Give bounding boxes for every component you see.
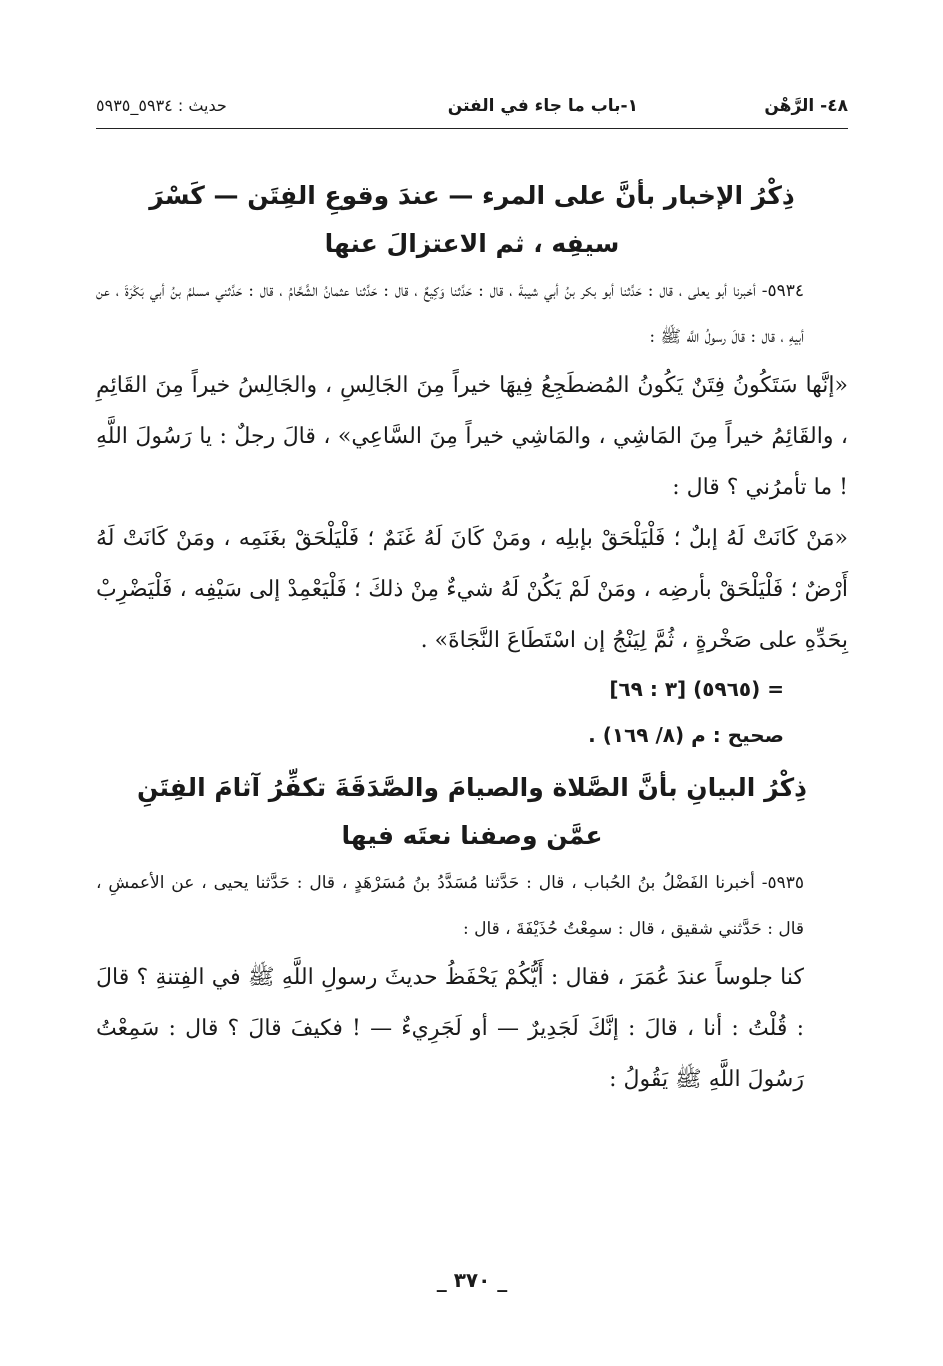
header-divider [96, 128, 848, 129]
hadith-5935-matn-1: كنا جلوساً عندَ عُمَرَ ، فقال : أَيُّكُمْ يَحْفَظُ حديثَ رسولِ اللَّهِ ﷺ في الفِتنةِ ؟ قالَ : قُلْتُ : أنا ، قالَ : إنَّكَ لَجَدِيرٌ — أو لَجَرِيءٌ — ! فكيفَ قالَ ؟ قال : سَمِعْتُ رَسُولَ اللَّهِ ﷺ يَقُولُ : [96, 965, 804, 1092]
section-1-title-line2: سيفِه ، ثم الاعتزالَ عنها [324, 229, 620, 258]
hadith-5934-matn-1: «إنَّها سَتَكُونُ فِتَنٌ يَكُونُ المُضطَجِعُ فِيهَا خيراً مِنَ الجَالِسِ ، والجَالِسُ خيراً مِنَ القَائِمِ ، والقَائِمُ خيراً مِنَ المَاشِي ، والمَاشِي خيراً مِنَ السَّاعِي» ، قالَ رجلٌ : يا رَسُولَ اللَّهِ ! ما تأمرُني ؟ قال : [96, 373, 848, 500]
book-page [96, 80, 848, 1320]
section-2-title-line2: عمَّن وصفنا نعتَه فيها [341, 821, 603, 850]
header-hadith-range: حديث : ٥٩٣٤_٥٩٣٥ [96, 96, 227, 115]
hadith-5935-isnad: ٥٩٣٥- أخبرنا الفَضْلُ بنُ الحُباب ، قال : حَدَّثنا مُسَدَّدُ بنُ مُسَرْهَدٍ ، قال : حَدَّثنا يحيى ، عن الأعمشِ ، قال : حَدَّثني شقيق ، قال : سمِعْتُ حُذَيْفَةَ ، قال : [96, 873, 804, 939]
hadith-5934-reference: = (٥٩٦٥) [٣ : ٦٩] [609, 677, 784, 701]
header-chapter-section: ١-باب ما جاء في الفتن [447, 96, 638, 116]
hadith-5934-matn-2: «مَنْ كَانَتْ لَهُ إبلٌ ؛ فَلْيَلْحَقْ بإبلِه ، ومَنْ كَانَ لَهُ غَنَمٌ ؛ فَلْيَلْحَقْ بغَنَمِه ، ومَنْ كَانَتْ لَهُ أَرْضٌ ؛ فَلْيَلْحَقْ بأرضِه ، ومَنْ لَمْ يَكُنْ لَهُ شيءٌ مِنْ ذلكَ ؛ فَلْيَعْمِدْ إلى سَيْفِه ، فَلْيَضْرِبْ بِحَدِّهِ على صَخْرةٍ ، ثُمَّ لِيَنْجُ إن اسْتَطَاعَ النَّجَاةَ» . [96, 526, 848, 653]
hadith-5934-isnad: ٥٩٣٤- أخبرنا أبو يعلى ، قال : حَدَّثنا أبو بكر بنُ أبي شيبةَ ، قال : حَدَّثنا وَكِيعٌ ، قال : حَدَّثنا عثمانُ الشَّحَّامُ ، قال : حَدَّثني مسلمُ بنُ أبي بَكْرَةَ ، عن أبيهِ ، قال : قالَ رسولُ اللَّه ﷺ : [96, 281, 804, 347]
section-2 [96, 764, 848, 1105]
page-content [96, 172, 848, 1105]
page-number: _ ٣٧٠ _ [436, 1268, 508, 1292]
header-book-chapter: ٤٨- الرَّهْن [764, 96, 848, 116]
running-header [96, 90, 848, 124]
section-2-title-line1: ذِكْرُ البيانِ بأنَّ الصَّلاة والصيامَ والصَّدَقَةَ تكفِّرُ آثامَ الفِتَنِ [136, 773, 808, 802]
section-1 [96, 172, 848, 758]
hadith-5934-grade: صحيح : م (٨/ ١٦٩) . [588, 723, 784, 747]
section-1-title-line1: ذِكْرُ الإخبار بأنَّ على المرء — عندَ وقوعِ الفِتَن — كَسْرَ [149, 181, 795, 210]
